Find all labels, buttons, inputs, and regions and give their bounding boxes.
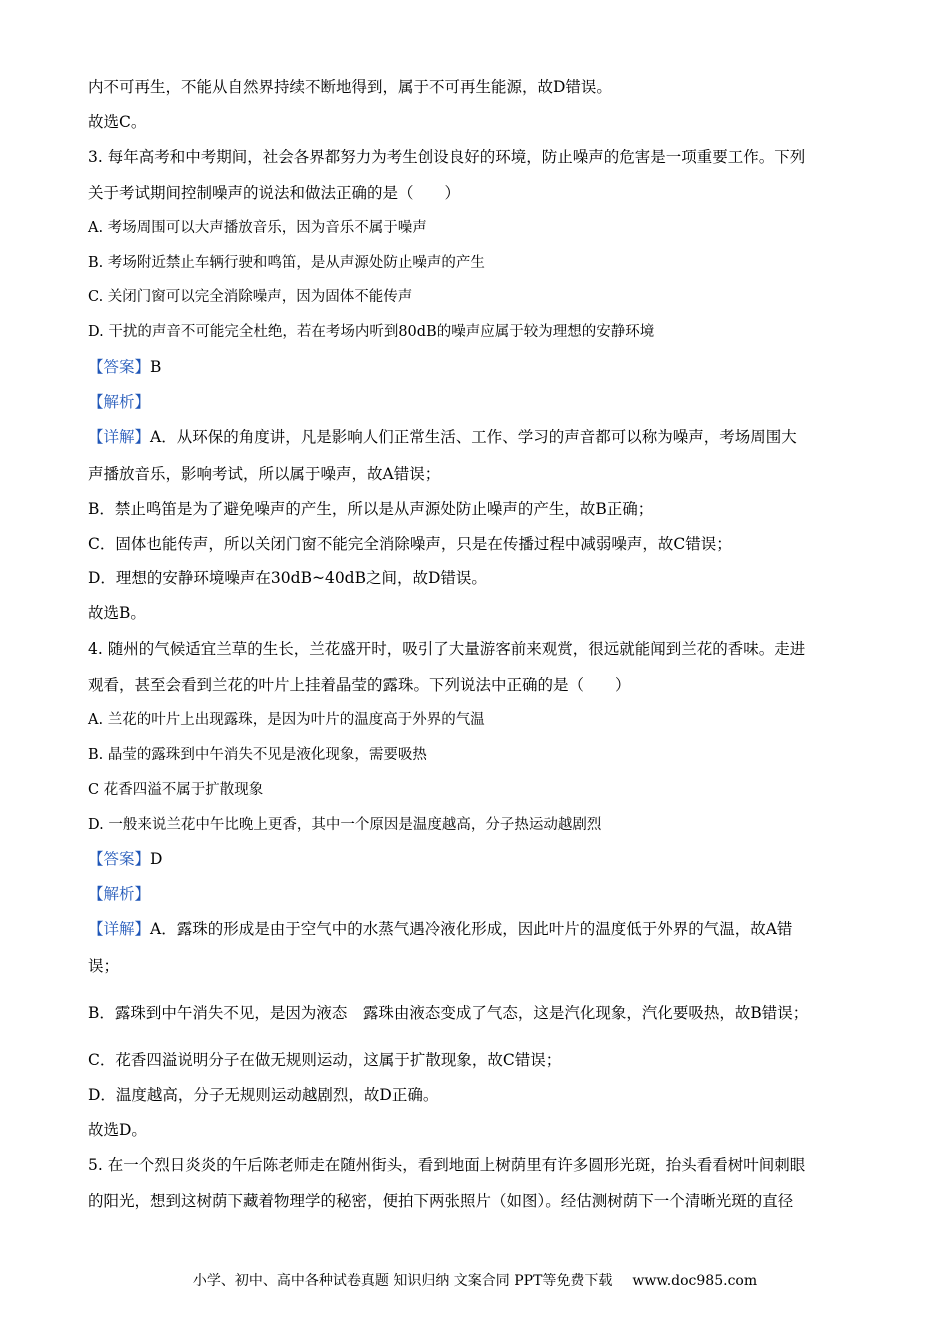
text-line: D．温度越高，分子无规则运动越剧烈，故D正确。: [88, 1086, 439, 1104]
question-4-stem: 4. 随州的气候适宜兰草的生长，兰花盛开时，吸引了大量游客前来观赏，很远就能闻到兰花的香味。走进: [88, 640, 806, 658]
question-5-stem: 5. 在一个烈日炎炎的午后陈老师走在随州街头，看到地面上树荫里有许多圆形光斑，抬头看看树叶间刺眼: [88, 1156, 806, 1174]
question-3-stem: 关于考试期间控制噪声的说法和做法正确的是（ ）: [88, 184, 461, 202]
question-3-stem: 3. 每年高考和中考期间，社会各界都努力为考生创设良好的环境，防止噪声的危害是一项重要工作。下列: [88, 148, 806, 166]
answer-value: B: [150, 358, 162, 376]
detail-label: 【详解】: [88, 920, 151, 938]
text-line: D．理想的安静环境噪声在30dB~40dB之间，故D错误。: [88, 569, 487, 587]
text-line: B．露珠到中午消失不见，是因为液态 露珠由液态变成了气态，这是汽化现象，汽化要吸热，故B错误；: [88, 1004, 809, 1022]
answer-label: 【答案】: [88, 358, 151, 376]
question-3-option-d: D. 干扰的声音不可能完全杜绝，若在考场内听到80dB的噪声应属于较为理想的安静环境: [88, 324, 655, 340]
answer-line: [88, 357, 161, 377]
text-line: C．花香四溢说明分子在做无规则运动，这属于扩散现象，故C错误；: [88, 1051, 562, 1069]
analysis-label: 【解析】: [88, 885, 151, 903]
text-line: 故选C。: [88, 113, 147, 131]
footer-text: 小学、初中、高中各种试卷真题 知识归纳 文案合同 PPT等免费下载: [192, 1273, 613, 1289]
text-line: 内不可再生，不能从自然界持续不断地得到，属于不可再生能源，故D错误。: [88, 78, 612, 96]
detail-line: 【详解】A．从环保的角度讲，凡是影响人们正常生活、工作、学习的声音都可以称为噪声，考场周围大: [88, 428, 797, 446]
detail-line: 【详解】A．露珠的形成是由于空气中的水蒸气遇冷液化形成，因此叶片的温度低于外界的气温，故A错: [88, 920, 793, 938]
question-3-option-b: B. 考场附近禁止车辆行驶和鸣笛，是从声源处防止噪声的产生: [88, 255, 485, 271]
answer-line: [88, 849, 162, 869]
text-line: B．禁止鸣笛是为了避免噪声的产生，所以是从声源处防止噪声的产生，故B正确；: [88, 500, 654, 518]
question-3-option-c: C. 关闭门窗可以完全消除噪声，因为固体不能传声: [88, 289, 413, 305]
question-5-stem: 的阳光，想到这树荫下藏着物理学的秘密，便拍下两张照片（如图）。经估测树荫下一个清晰光斑的直径: [88, 1192, 794, 1210]
analysis-label: 【解析】: [88, 393, 151, 411]
text-line: 误；: [88, 957, 120, 975]
page-footer: [0, 1270, 950, 1290]
text-line: 声播放音乐，影响考试，所以属于噪声，故A错误；: [88, 465, 441, 483]
question-4-option-b: B. 晶莹的露珠到中午消失不见是液化现象，需要吸热: [88, 747, 427, 763]
footer-url[interactable]: www.doc985.com: [632, 1273, 758, 1289]
question-4-option-d: D. 一般来说兰花中午比晚上更香，其中一个原因是温度越高，分子热运动越剧烈: [88, 817, 602, 833]
question-4-option-a: A. 兰花的叶片上出现露珠，是因为叶片的温度高于外界的气温: [88, 712, 485, 728]
question-4-stem: 观看，甚至会看到兰花的叶片上挂着晶莹的露珠。下列说法中正确的是（ ）: [88, 676, 631, 694]
answer-value: D: [150, 850, 163, 868]
question-4-option-c: C 花香四溢不属于扩散现象: [88, 782, 264, 798]
answer-label: 【答案】: [88, 850, 151, 868]
text-line: C．固体也能传声，所以关闭门窗不能完全消除噪声，只是在传播过程中减弱噪声，故C错误；: [88, 535, 732, 553]
question-3-option-a: A. 考场周围可以大声播放音乐，因为音乐不属于噪声: [88, 220, 427, 236]
detail-label: 【详解】: [88, 428, 151, 446]
text-line: 故选D。: [88, 1121, 147, 1139]
text-line: 故选B。: [88, 604, 146, 622]
